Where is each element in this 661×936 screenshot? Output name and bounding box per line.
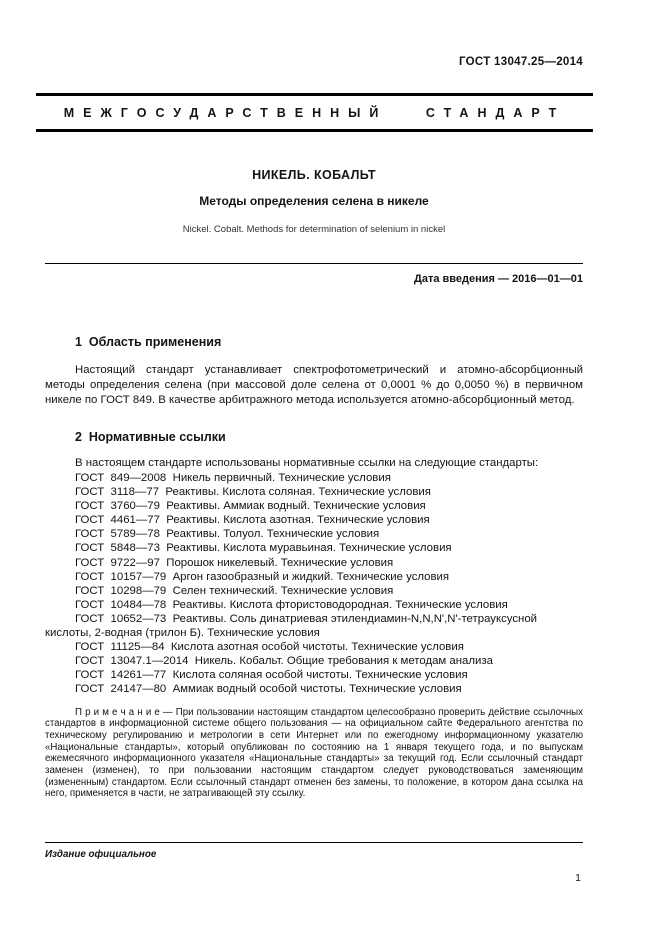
reference-item: ГОСТ 10157—79 Аргон газообразный и жидкий. Технические условия xyxy=(75,570,450,583)
title-main: НИКЕЛЬ. КОБАЛЬТ xyxy=(252,168,376,182)
footer xyxy=(45,842,583,860)
title-subtitle: Методы определения селена в никеле xyxy=(199,194,429,208)
document-number: ГОСТ 13047.25—2014 xyxy=(459,56,583,68)
note-paragraph: П р и м е ч а н и е — При пользовании настоящим стандартом целесообразно проверить действие ссылочных стандартов в информационной системе общего пользования — на официальном сайте Федерального агентства по техническому регулированию и метрологии в сети Интернет или по ежегодному информационному указателю «Национальные стандарты», который опубликован по состоянию на 1 января текущего года, и по выпускам ежемесячного информационного указателя «Национальные стандарты» за текущий год. Если ссылочный стандарт заменен (изменен), то при пользовании настоящим стандартом следует руководствоваться заменяющим (измененным) стандартом. Если ссылочный стандарт отменен без замены, то положение, в котором дана ссылка на него, применяется в части, не затрагивающей эту ссылку. xyxy=(45,706,583,800)
reference-item: ГОСТ 24147—80 Аммиак водный особой чистоты. Технические условия xyxy=(75,683,462,696)
section-1-paragraph: Настоящий стандарт устанавливает спектрофотометрический и атомно-абсорбционный методы определения селена (при массовой доле селена от 0,0001 % до 0,0050 %) в первичном никеле по ГОСТ 849. В качестве арбитражного метода используется атомно-абсорбционный метод. xyxy=(45,364,583,406)
reference-item: ГОСТ 11125—84 Кислота азотная особой чистоты. Технические условия xyxy=(75,641,464,654)
standard-type-banner xyxy=(36,93,593,132)
section-1-heading: 1 Область применения xyxy=(75,335,222,349)
references-list xyxy=(45,471,583,697)
effective-date: Дата введения — 2016—01—01 xyxy=(414,273,583,285)
reference-item: ГОСТ 849—2008 Никель первичный. Технические условия xyxy=(75,472,391,484)
reference-item: ГОСТ 3760—79 Реактивы. Аммиак водный. Технические условия xyxy=(75,500,426,513)
separator-rule xyxy=(45,263,583,264)
reference-item: ГОСТ 5789—78 Реактивы. Толуол. Технические условия xyxy=(75,528,380,541)
title-english: Nickel. Cobalt. Methods for determination of selenium in nickel xyxy=(182,224,446,235)
section-2-intro: В настоящем стандарте использованы нормативные ссылки на следующие стандарты: xyxy=(75,457,539,469)
reference-item: ГОСТ 5848—73 Реактивы. Кислота муравьиная. Технические условия xyxy=(75,542,452,555)
reference-item: ГОСТ 10298—79 Селен технический. Технические условия xyxy=(75,584,394,597)
reference-item: ГОСТ 3118—77 Реактивы. Кислота соляная. Технические условия xyxy=(75,486,431,499)
reference-item: ГОСТ 13047.1—2014 Никель. Кобальт. Общие требования к методам анализа xyxy=(75,655,493,668)
reference-item: ГОСТ 9722—97 Порошок никелевый. Технические условия xyxy=(75,556,394,569)
section-2-heading: 2 Нормативные ссылки xyxy=(75,430,226,444)
page-number: 1 xyxy=(575,872,581,884)
reference-item: ГОСТ 10484—78 Реактивы. Кислота фтористоводородная. Технические условия xyxy=(75,598,508,611)
reference-item: ГОСТ 14261—77 Кислота соляная особой чистоты. Технические условия xyxy=(75,669,468,682)
reference-item: ГОСТ 10652—73 Реактивы. Соль динатриевая этилендиамин-N,N,N',N'-тетрауксусной кислоты, 2-водная (трилон Б). Технические условия xyxy=(45,612,541,640)
banner-text: МЕЖГОСУДАРСТВЕННЫЙ СТАНДАРТ xyxy=(63,106,566,120)
edition-label: Издание официальное xyxy=(45,849,157,860)
reference-item: ГОСТ 4461—77 Реактивы. Кислота азотная. Технические условия xyxy=(75,514,430,527)
